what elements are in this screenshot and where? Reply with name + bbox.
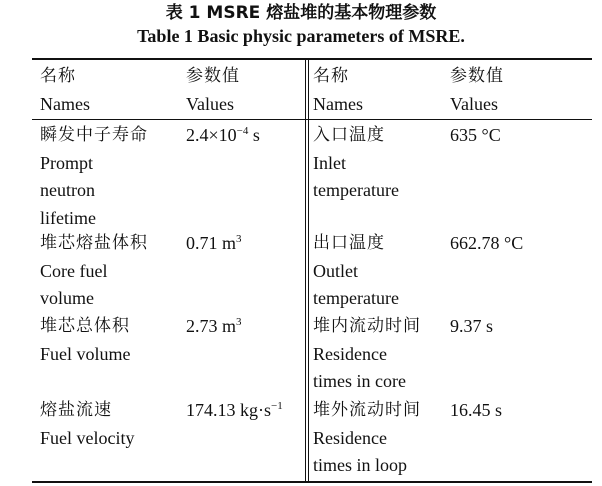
table-top-rule <box>32 58 592 60</box>
param-value-inlet-temperature: 635 °C <box>450 125 501 145</box>
param-name-cn: 堆内流动时间 <box>313 316 421 336</box>
column-divider <box>305 60 306 481</box>
param-name-en-line: lifetime <box>40 207 96 228</box>
header-value-cn: 参数值 <box>450 66 504 86</box>
table-row-inlet-temperature <box>313 122 399 205</box>
column-divider-second <box>308 60 309 481</box>
param-value-residence-time-core: 9.37 s <box>450 316 494 336</box>
header-name-right <box>313 63 363 118</box>
header-value-left <box>186 63 240 118</box>
table-row-fuel-volume <box>40 313 131 368</box>
table-bottom-rule <box>32 481 592 483</box>
param-name-cn: 堆芯熔盐体积 <box>40 233 148 253</box>
param-value-residence-time-loop: 16.45 s <box>450 400 503 420</box>
param-name-en-line: Outlet <box>313 260 358 281</box>
param-value-outlet-temperature: 662.78 °C <box>450 233 524 253</box>
header-value-en: Values <box>186 93 234 114</box>
param-name-en-line: temperature <box>313 180 399 200</box>
header-name-cn: 名称 <box>313 66 349 86</box>
param-name-en-line: temperature <box>313 288 399 308</box>
param-name-en-line: Fuel velocity <box>40 427 135 448</box>
param-name-cn: 入口温度 <box>313 125 385 145</box>
param-name-en-line: times in loop <box>313 455 407 475</box>
param-value-fuel-velocity: 174.13 $kg\cdot s^{-1}$ <box>186 400 283 420</box>
header-name-cn: 名称 <box>40 66 76 86</box>
param-name-en-line: times in core <box>313 371 406 391</box>
header-value-right <box>450 63 504 118</box>
param-name-cn: 熔盐流速 <box>40 400 112 420</box>
table-row-residence-time-loop <box>313 397 421 480</box>
param-value-fuel-volume: 2.73 $m^3$ <box>186 316 242 336</box>
param-value-prompt-neutron-lifetime: $2.4\times 10^{-4}$ s <box>186 125 260 145</box>
param-name-en-line: volume <box>40 288 94 308</box>
param-name-en-line: Prompt <box>40 152 94 173</box>
table-row-residence-time-core <box>313 313 421 396</box>
param-name-en-line: Core fuel <box>40 260 108 281</box>
table-row-core-fuel-volume <box>40 230 148 313</box>
table-row-outlet-temperature <box>313 230 399 313</box>
param-name-cn: 堆外流动时间 <box>313 400 421 420</box>
table-caption-chinese: 表 1 MSRE 熔盐堆的基本物理参数 <box>165 3 437 23</box>
header-value-en: Values <box>450 93 498 114</box>
table-row-prompt-neutron-lifetime <box>40 122 148 232</box>
param-name-en-line: neutron <box>40 180 95 200</box>
param-name-cn: 出口温度 <box>313 233 385 253</box>
param-name-cn: 堆芯总体积 <box>40 316 130 336</box>
param-value-core-fuel-volume: 0.71 $m^3$ <box>186 233 242 253</box>
table-row-fuel-velocity <box>40 397 134 452</box>
param-name-en-line: Inlet <box>313 152 346 173</box>
param-name-cn: 瞬发中子寿命 <box>40 125 148 145</box>
table-caption-english: Table 1 Basic physic parameters of MSRE. <box>137 26 465 46</box>
table-header-rule <box>32 119 592 120</box>
param-name-en-line: Fuel volume <box>40 343 131 364</box>
param-name-en-line: Residence <box>313 427 387 448</box>
header-value-cn: 参数值 <box>186 66 240 86</box>
param-name-en-line: Residence <box>313 343 387 364</box>
header-name-en: Names <box>313 93 363 114</box>
header-name-en: Names <box>40 93 90 114</box>
header-name-left <box>40 63 90 118</box>
